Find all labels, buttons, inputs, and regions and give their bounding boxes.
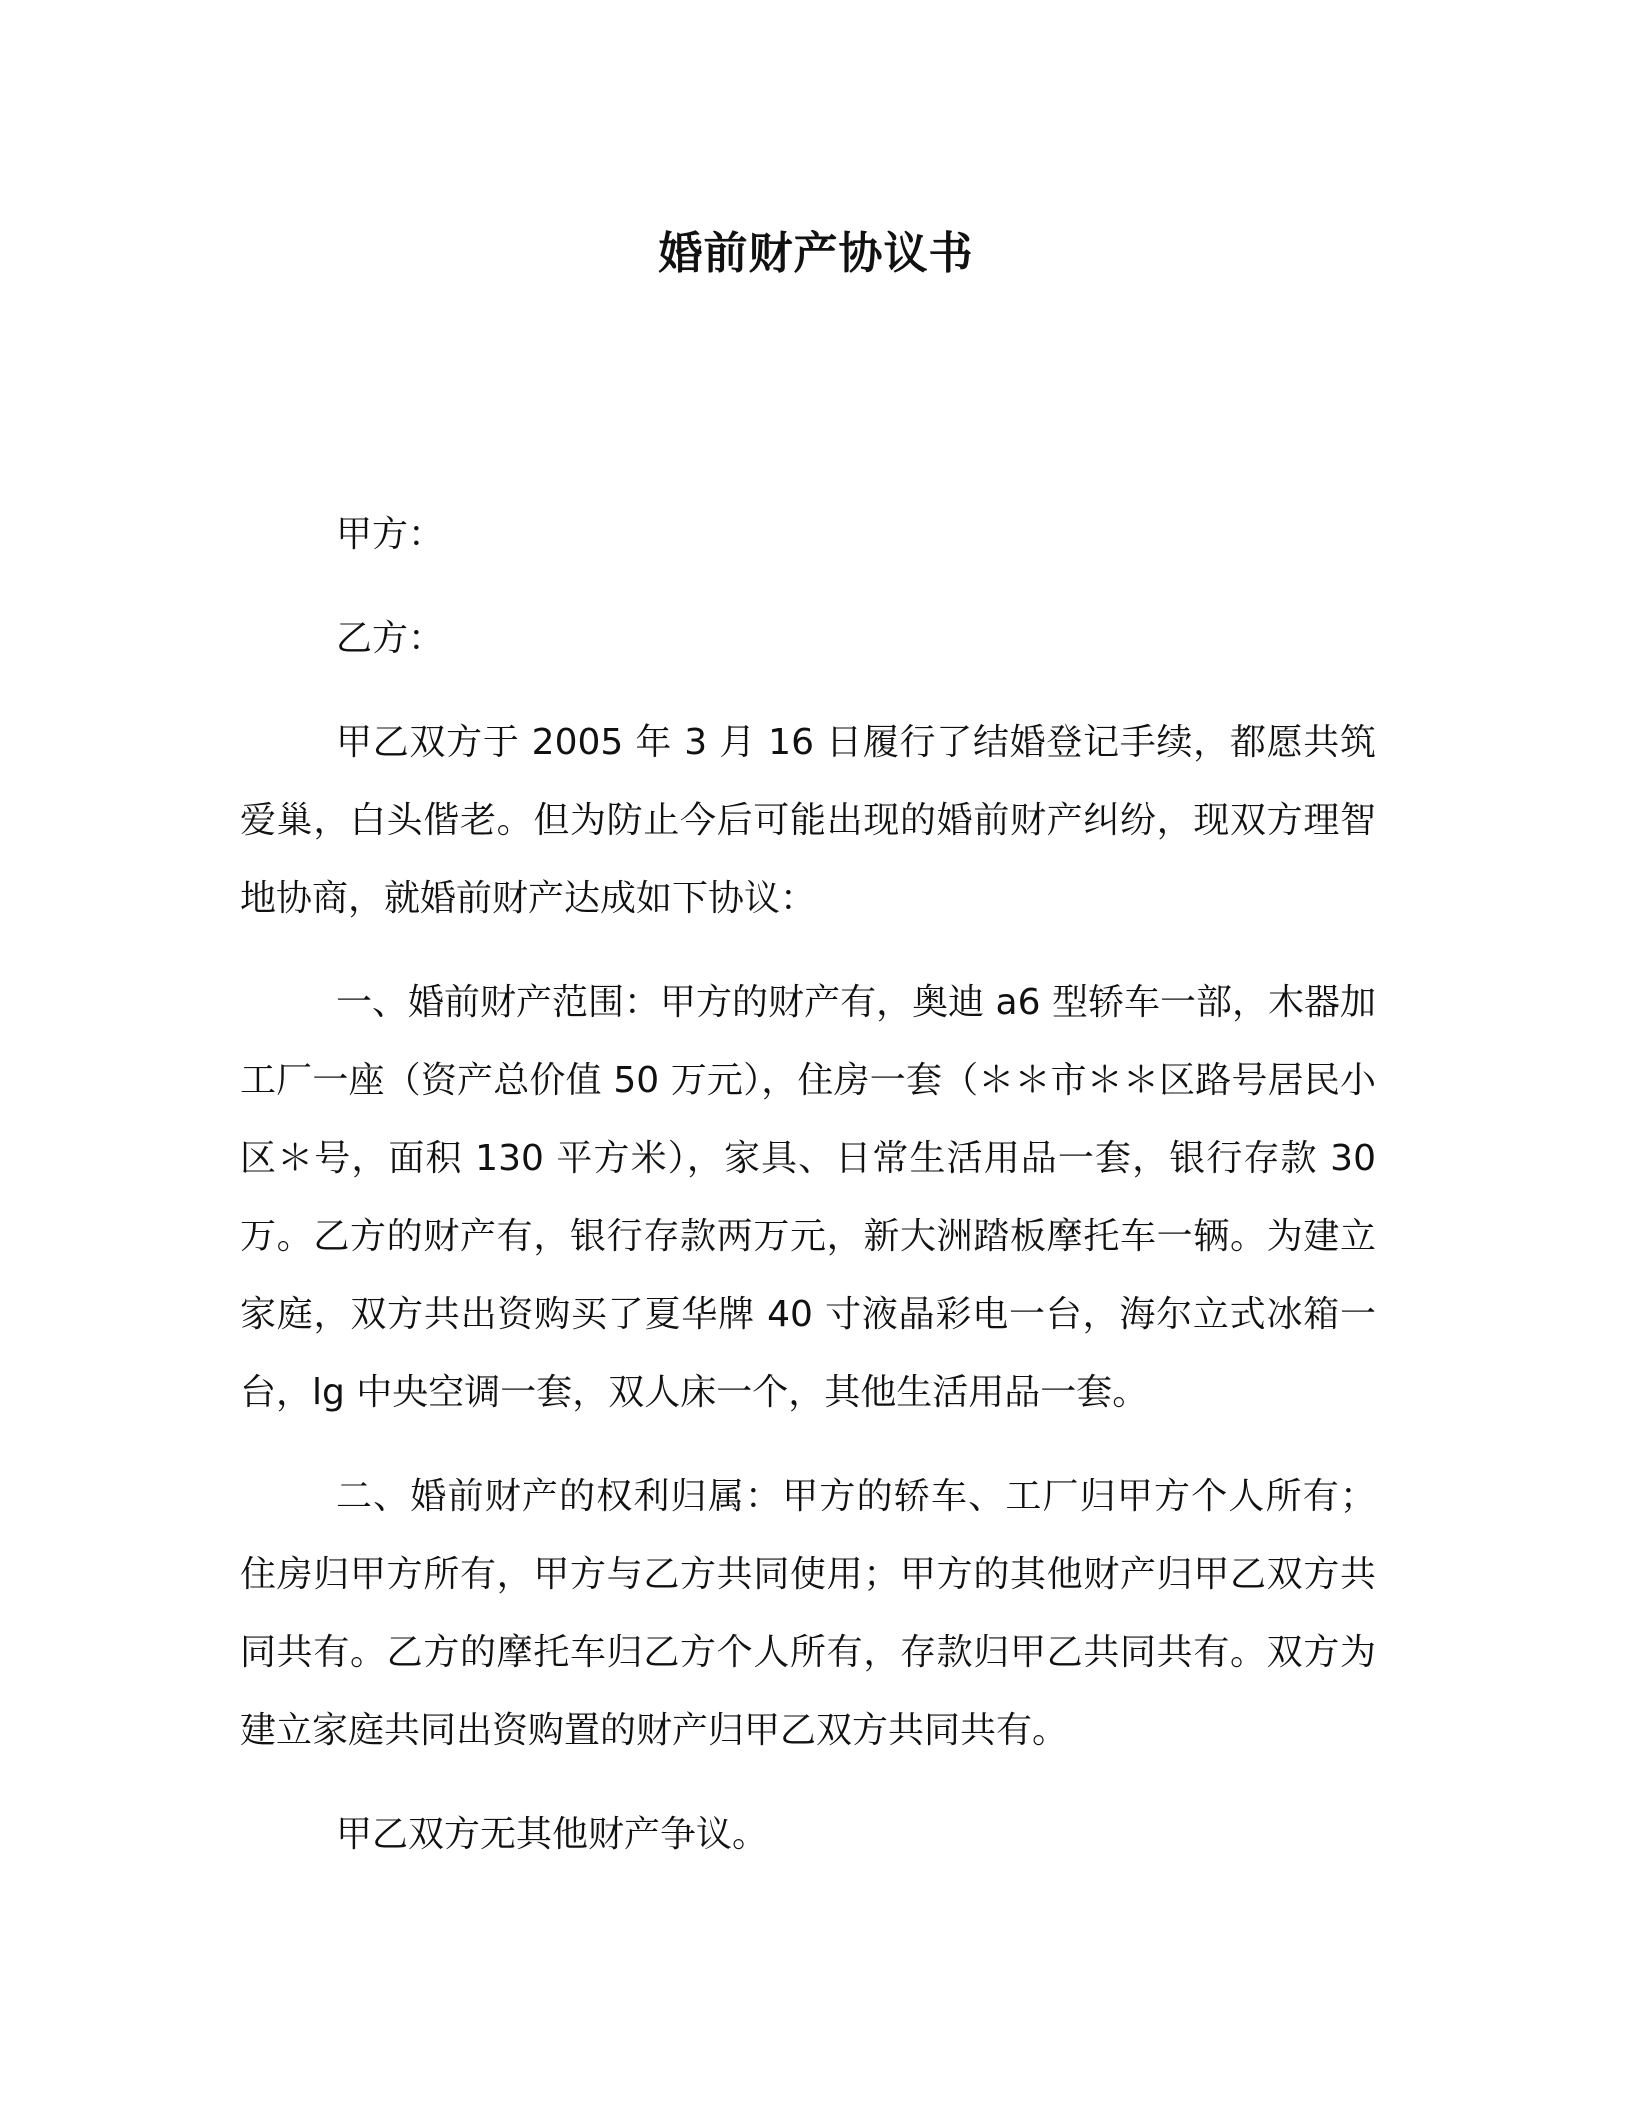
closing-paragraph: 甲乙双方无其他财产争议。 [336, 1814, 769, 1855]
party-a-line: 甲方： [336, 514, 445, 555]
clause-1-paragraph: 一、婚前财产范围：甲方的财产有，奥迪 a6 型轿车一部，木器加工厂一座（资产总价值 50 万元），住房一套（＊＊市＊＊区路号居民小区＊号，面积 130 平方米），家具、日常生活用品一套，银行存款 30 万。乙方的财产有，银行存款两万元，新大洲踏板摩托车一辆。为建立家庭，双方共出资购买了夏华牌 40 寸液晶彩电一台，海尔立式冰箱一台，lg 中央空调一套，双人床一个，其他生活用品一套。 [240, 982, 1376, 1413]
document-title: 婚前财产协议书 [658, 228, 974, 279]
clause-2-paragraph: 二、婚前财产的权利归属：甲方的轿车、工厂归甲方个人所有；住房归甲方所有，甲方与乙方共同使用；甲方的其他财产归甲乙双方共同共有。乙方的摩托车归乙方个人所有，存款归甲乙共同共有。双方为建立家庭共同出资购置的财产归甲乙双方共同共有。 [240, 1476, 1376, 1751]
document-body [240, 496, 1376, 1900]
party-b-line: 乙方： [336, 618, 445, 659]
intro-paragraph: 甲乙双方于 2005 年 3 月 16 日履行了结婚登记手续，都愿共筑爱巢，白头偕老。但为防止今后可能出现的婚前财产纠纷，现双方理智地协商，就婚前财产达成如下协议： [240, 722, 1376, 919]
